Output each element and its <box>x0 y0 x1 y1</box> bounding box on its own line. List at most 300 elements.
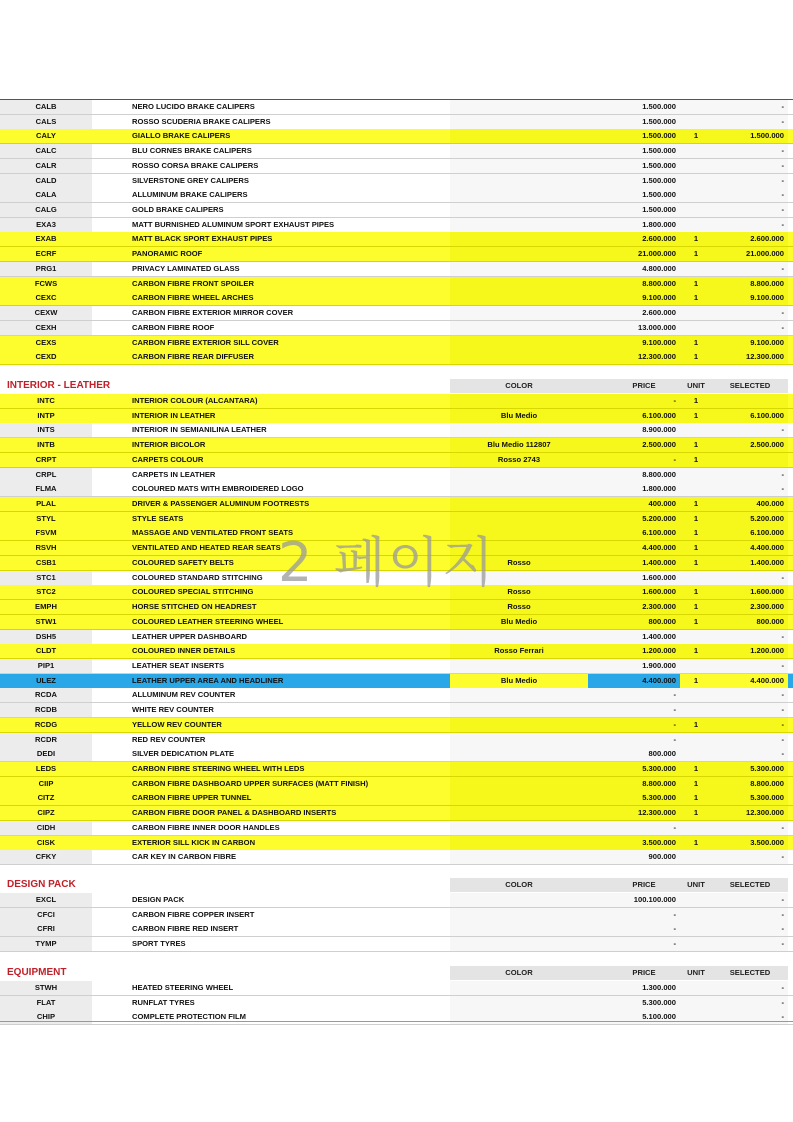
table-row <box>0 247 793 262</box>
section-header <box>0 878 793 892</box>
cell-desc: GOLD BRAKE CALIPERS <box>132 205 224 215</box>
cell-code: ULEZ <box>0 674 92 688</box>
cell-code: DSH5 <box>0 630 92 644</box>
cell-price: 1.300.000 <box>588 981 680 995</box>
table-row <box>0 791 793 806</box>
cell-desc: COLOURED INNER DETAILS <box>132 646 236 656</box>
cell-desc: CARBON FIBRE STEERING WHEEL WITH LEDS <box>132 764 305 773</box>
cell-unit: 1 <box>680 350 712 364</box>
cell-code: DEDI <box>0 747 92 761</box>
table-row <box>0 438 793 453</box>
cell-desc: COLOURED LEATHER STEERING WHEEL <box>132 616 284 626</box>
cell-unit: 1 <box>680 453 712 467</box>
cell-desc: COLOURED MATS WITH EMBROIDERED LOGO <box>132 484 304 494</box>
cell-code: INTP <box>0 409 92 423</box>
cell-price: - <box>588 453 680 467</box>
cell-code: TYMP <box>0 937 92 951</box>
table-row <box>0 703 793 718</box>
cell-price: 1.500.000 <box>588 100 680 114</box>
table-row <box>0 277 793 292</box>
cell-price: 1.500.000 <box>588 203 680 217</box>
table-row <box>0 262 793 277</box>
cell-desc: CARBON FIBRE WHEEL ARCHES <box>132 293 254 303</box>
cell-code: STC1 <box>0 571 92 585</box>
column-header-color: COLOR <box>450 878 588 892</box>
cell-price: - <box>588 937 680 951</box>
cell-price: 1.500.000 <box>588 174 680 188</box>
table-row <box>0 718 793 733</box>
cell-color <box>450 277 588 291</box>
cell-selected: 12.300.000 <box>712 806 788 820</box>
column-header-selected: SELECTED <box>712 878 788 892</box>
column-header-price: PRICE <box>588 379 700 393</box>
cell-desc: CARPETS IN LEATHER <box>132 469 216 479</box>
table-row <box>0 908 793 923</box>
cell-unit: 1 <box>680 438 712 452</box>
cell-selected: 12.300.000 <box>712 350 788 364</box>
cell-price: 100.100.000 <box>588 893 680 907</box>
cell-unit <box>680 688 712 702</box>
cell-selected: 5.200.000 <box>712 512 788 526</box>
table-row <box>0 836 793 851</box>
cell-color <box>450 996 588 1010</box>
cell-selected: 8.800.000 <box>712 277 788 291</box>
cell-selected: 5.300.000 <box>712 791 788 805</box>
cell-selected: 1.400.000 <box>712 556 788 570</box>
cell-selected: - <box>712 100 788 114</box>
cell-selected: 800.000 <box>712 615 788 629</box>
cell-unit <box>680 423 712 437</box>
table-row <box>0 188 793 203</box>
cell-code: CALY <box>0 129 92 143</box>
cell-price: 1.400.000 <box>588 556 680 570</box>
cell-price: 1.500.000 <box>588 159 680 173</box>
column-header-selected: SELECTED <box>712 966 788 980</box>
cell-color <box>450 468 588 482</box>
cell-code: INTS <box>0 423 92 437</box>
cell-selected: - <box>712 218 788 232</box>
cell-code: CALB <box>0 100 92 114</box>
cell-color <box>450 203 588 217</box>
cell-color <box>450 394 588 408</box>
cell-color <box>450 174 588 188</box>
cell-price: 400.000 <box>588 497 680 511</box>
cell-code: CLDT <box>0 644 92 658</box>
cell-price: 2.300.000 <box>588 600 680 614</box>
cell-color <box>450 922 588 936</box>
cell-unit <box>680 100 712 114</box>
table-row <box>0 350 793 365</box>
cell-price: 5.100.000 <box>588 1010 680 1024</box>
cell-desc: MASSAGE AND VENTILATED FRONT SEATS <box>132 528 294 538</box>
section-title: DESIGN PACK <box>7 879 76 890</box>
cell-desc: WHITE REV COUNTER <box>132 705 214 715</box>
cell-price: - <box>588 394 680 408</box>
cell-selected: - <box>712 482 788 496</box>
cell-unit <box>680 218 712 232</box>
table-row <box>0 453 793 468</box>
table-row <box>0 762 793 777</box>
cell-desc: DRIVER & PASSENGER ALUMINUM FOOTRESTS <box>132 499 310 509</box>
cell-selected: - <box>712 115 788 129</box>
section-title: INTERIOR - LEATHER <box>7 380 111 391</box>
table-row <box>0 468 793 483</box>
cell-selected: - <box>712 188 788 202</box>
cell-unit: 1 <box>680 644 712 658</box>
cell-color <box>450 688 588 702</box>
cell-code: STYL <box>0 512 92 526</box>
cell-code: CSB1 <box>0 556 92 570</box>
cell-desc: VENTILATED AND HEATED REAR SEATS <box>132 543 281 553</box>
cell-unit: 1 <box>680 556 712 570</box>
cell-unit <box>680 115 712 129</box>
cell-code: RCDB <box>0 703 92 717</box>
cell-price: 6.100.000 <box>588 409 680 423</box>
cell-desc: CARBON FIBRE DOOR PANEL & DASHBOARD INSERTS <box>132 808 337 818</box>
cell-code: CEXW <box>0 306 92 320</box>
cell-price: 13.000.000 <box>588 321 680 335</box>
cell-selected: 3.500.000 <box>712 836 788 850</box>
cell-selected: 9.100.000 <box>712 336 788 350</box>
cell-selected: 1.500.000 <box>712 129 788 143</box>
cell-desc: CARBON FIBRE EXTERIOR MIRROR COVER <box>132 308 294 318</box>
cell-unit <box>680 850 712 864</box>
cell-desc: STYLE SEATS <box>132 513 184 523</box>
cell-code: CALS <box>0 115 92 129</box>
cell-color <box>450 850 588 864</box>
cell-price: 8.800.000 <box>588 468 680 482</box>
cell-price: 5.200.000 <box>588 512 680 526</box>
cell-price: - <box>588 922 680 936</box>
table-row <box>0 409 793 424</box>
cell-unit <box>680 703 712 717</box>
cell-desc: RED REV COUNTER <box>132 734 206 744</box>
cell-color <box>450 262 588 276</box>
cell-code: STWH <box>0 981 92 995</box>
cell-unit <box>680 159 712 173</box>
cell-code: CFKY <box>0 850 92 864</box>
table-row <box>0 996 793 1011</box>
cell-desc: CARBON FIBRE EXTERIOR SILL COVER <box>132 337 279 347</box>
cell-unit <box>680 630 712 644</box>
table-row <box>0 321 793 336</box>
cell-unit: 1 <box>680 232 712 246</box>
cell-unit: 1 <box>680 541 712 555</box>
column-header-unit: UNIT <box>680 379 712 393</box>
cell-code: CALA <box>0 188 92 202</box>
table-row <box>0 291 793 306</box>
cell-desc: CARPETS COLOUR <box>132 454 204 464</box>
cell-unit: 1 <box>680 129 712 143</box>
cell-unit: 1 <box>680 291 712 305</box>
cell-price: 1.600.000 <box>588 585 680 599</box>
cell-color <box>450 981 588 995</box>
cell-code: CFRI <box>0 922 92 936</box>
cell-price: 12.300.000 <box>588 806 680 820</box>
cell-desc: LEATHER UPPER DASHBOARD <box>132 631 248 641</box>
cell-selected: - <box>712 144 788 158</box>
cell-unit: 1 <box>680 615 712 629</box>
cell-selected: - <box>712 306 788 320</box>
column-header-price: PRICE <box>588 966 700 980</box>
page-watermark: 2 페이지 <box>278 531 497 594</box>
cell-price: - <box>588 908 680 922</box>
cell-selected: - <box>712 981 788 995</box>
cell-code: CALR <box>0 159 92 173</box>
cell-selected: - <box>712 203 788 217</box>
cell-unit <box>680 981 712 995</box>
cell-price: 1.400.000 <box>588 630 680 644</box>
cell-desc: BLU CORNES BRAKE CALIPERS <box>132 146 252 156</box>
cell-unit <box>680 468 712 482</box>
cell-desc: HEATED STEERING WHEEL <box>132 983 234 992</box>
cell-selected <box>712 394 788 408</box>
cell-price: 800.000 <box>588 747 680 761</box>
cell-unit <box>680 174 712 188</box>
cell-price: 1.800.000 <box>588 482 680 496</box>
table-row <box>0 674 793 689</box>
cell-desc: SPORT TYRES <box>132 939 186 949</box>
cell-selected: 400.000 <box>712 497 788 511</box>
cell-selected: - <box>712 908 788 922</box>
cell-unit: 1 <box>680 247 712 261</box>
cell-color: Blu Medio <box>450 674 588 688</box>
cell-color: Rosso <box>450 585 588 599</box>
cell-selected: - <box>712 1010 788 1024</box>
cell-unit <box>680 747 712 761</box>
cell-unit <box>680 996 712 1010</box>
table-row <box>0 733 793 748</box>
cell-price: 8.900.000 <box>588 423 680 437</box>
cell-unit: 1 <box>680 806 712 820</box>
cell-desc: INTERIOR BICOLOR <box>132 440 206 450</box>
cell-unit <box>680 321 712 335</box>
cell-desc: PANORAMIC ROOF <box>132 249 203 259</box>
table-row <box>0 336 793 351</box>
cell-unit: 1 <box>680 526 712 540</box>
cell-color: Rosso <box>450 556 588 570</box>
cell-code: STC2 <box>0 585 92 599</box>
table-row <box>0 497 793 512</box>
cell-code: CHIP <box>0 1010 92 1024</box>
cell-unit: 1 <box>680 277 712 291</box>
cell-code: LEDS <box>0 762 92 776</box>
cell-code: PLAL <box>0 497 92 511</box>
cell-desc: CARBON FIBRE ROOF <box>132 322 215 332</box>
cell-unit <box>680 908 712 922</box>
cell-selected: 8.800.000 <box>712 777 788 791</box>
cell-color <box>450 659 588 673</box>
cell-price: 1.900.000 <box>588 659 680 673</box>
cell-unit: 1 <box>680 512 712 526</box>
cell-price: 2.600.000 <box>588 306 680 320</box>
column-header-selected: SELECTED <box>712 379 788 393</box>
bottom-rule <box>0 1021 793 1022</box>
cell-unit: 1 <box>680 600 712 614</box>
cell-color <box>450 497 588 511</box>
cell-unit: 1 <box>680 674 712 688</box>
table-row <box>0 482 793 497</box>
cell-unit: 1 <box>680 777 712 791</box>
cell-price: 1.500.000 <box>588 188 680 202</box>
cell-desc: RUNFLAT TYRES <box>132 997 195 1007</box>
table-row <box>0 600 793 615</box>
cell-color <box>450 821 588 835</box>
cell-selected: - <box>712 850 788 864</box>
cell-code: PIP1 <box>0 659 92 673</box>
cell-desc: CAR KEY IN CARBON FIBRE <box>132 852 237 862</box>
cell-desc: CARBON FIBRE RED INSERT <box>132 924 239 934</box>
cell-selected: 5.300.000 <box>712 762 788 776</box>
cell-desc: DESIGN PACK <box>132 895 185 904</box>
cell-selected: - <box>712 703 788 717</box>
cell-unit: 1 <box>680 336 712 350</box>
cell-price: - <box>588 688 680 702</box>
table-row <box>0 115 793 130</box>
cell-color <box>450 291 588 305</box>
cell-code: RCDA <box>0 688 92 702</box>
cell-price: 1.200.000 <box>588 644 680 658</box>
cell-unit: 1 <box>680 585 712 599</box>
cell-selected: 1.600.000 <box>712 585 788 599</box>
table-row <box>0 144 793 159</box>
cell-code: INTC <box>0 394 92 408</box>
cell-price: 8.800.000 <box>588 277 680 291</box>
cell-unit <box>680 262 712 276</box>
cell-desc: CARBON FIBRE DASHBOARD UPPER SURFACES (MATT FINISH) <box>132 778 369 788</box>
cell-desc: CARBON FIBRE COPPER INSERT <box>132 909 255 919</box>
cell-price: 5.300.000 <box>588 791 680 805</box>
cell-price: 4.400.000 <box>588 541 680 555</box>
cell-price: 1.500.000 <box>588 144 680 158</box>
table-row <box>0 688 793 703</box>
cell-price: 1.500.000 <box>588 115 680 129</box>
cell-selected: 2.300.000 <box>712 600 788 614</box>
cell-unit <box>680 144 712 158</box>
cell-desc: SILVERSTONE GREY CALIPERS <box>132 175 249 185</box>
cell-color <box>450 908 588 922</box>
cell-price: 2.500.000 <box>588 438 680 452</box>
cell-code: CFCI <box>0 908 92 922</box>
cell-selected: - <box>712 630 788 644</box>
cell-unit <box>680 659 712 673</box>
column-header-color: COLOR <box>450 379 588 393</box>
cell-price: 12.300.000 <box>588 350 680 364</box>
cell-selected: - <box>712 159 788 173</box>
column-header-price: PRICE <box>588 878 700 892</box>
table-row <box>0 615 793 630</box>
cell-selected: 6.100.000 <box>712 526 788 540</box>
cell-code: EXCL <box>0 893 92 907</box>
cell-unit <box>680 893 712 907</box>
cell-desc: INTERIOR IN LEATHER <box>132 410 216 420</box>
cell-unit: 1 <box>680 836 712 850</box>
cell-color <box>450 115 588 129</box>
cell-code: CEXC <box>0 291 92 305</box>
cell-selected: - <box>712 321 788 335</box>
cell-desc: YELLOW REV COUNTER <box>132 719 222 729</box>
table-row <box>0 423 793 438</box>
cell-price: 8.800.000 <box>588 777 680 791</box>
cell-price: 5.300.000 <box>588 996 680 1010</box>
cell-desc: INTERIOR IN SEMIANILINA LEATHER <box>132 425 267 435</box>
cell-color <box>450 747 588 761</box>
cell-desc: CARBON FIBRE INNER DOOR HANDLES <box>132 822 280 832</box>
cell-price: 900.000 <box>588 850 680 864</box>
cell-desc: EXTERIOR SILL KICK IN CARBON <box>132 837 256 847</box>
cell-color <box>450 144 588 158</box>
cell-desc: ALLUMINUM REV COUNTER <box>132 690 236 700</box>
cell-color <box>450 232 588 246</box>
cell-color <box>450 482 588 496</box>
table-row <box>0 159 793 174</box>
cell-unit <box>680 821 712 835</box>
cell-code: FCWS <box>0 277 92 291</box>
cell-desc: COMPLETE PROTECTION FILM <box>132 1012 246 1022</box>
cell-selected: 2.500.000 <box>712 438 788 452</box>
cell-unit: 1 <box>680 762 712 776</box>
cell-color: Rosso 2743 <box>450 453 588 467</box>
cell-unit <box>680 188 712 202</box>
cell-code: CEXH <box>0 321 92 335</box>
cell-unit <box>680 1010 712 1024</box>
cell-selected: - <box>712 174 788 188</box>
cell-selected: - <box>712 733 788 747</box>
table-row <box>0 630 793 645</box>
cell-color: Blu Medio 112807 <box>450 438 588 452</box>
cell-desc: ALLUMINUM BRAKE CALIPERS <box>132 190 248 200</box>
cell-price: 4.800.000 <box>588 262 680 276</box>
cell-unit <box>680 306 712 320</box>
table-row <box>0 394 793 409</box>
table-row <box>0 306 793 321</box>
cell-selected: - <box>712 718 788 732</box>
cell-color <box>450 247 588 261</box>
cell-desc: CARBON FIBRE UPPER TUNNEL <box>132 793 252 803</box>
table-row <box>0 893 793 908</box>
cell-color <box>450 188 588 202</box>
cell-selected: - <box>712 937 788 951</box>
cell-selected: - <box>712 468 788 482</box>
cell-code: CEXS <box>0 336 92 350</box>
cell-desc: INTERIOR COLOUR (ALCANTARA) <box>132 396 258 405</box>
cell-selected: - <box>712 262 788 276</box>
cell-desc: ROSSO SCUDERIA BRAKE CALIPERS <box>132 116 271 126</box>
cell-desc: ROSSO CORSA BRAKE CALIPERS <box>132 160 259 170</box>
cell-desc: LEATHER SEAT INSERTS <box>132 660 225 670</box>
cell-color <box>450 159 588 173</box>
cell-desc: MATT BLACK SPORT EXHAUST PIPES <box>132 234 273 244</box>
cell-selected: - <box>712 996 788 1010</box>
cell-color <box>450 321 588 335</box>
cell-color <box>450 703 588 717</box>
cell-selected <box>712 453 788 467</box>
column-header-unit: UNIT <box>680 966 712 980</box>
table-row <box>0 100 793 115</box>
cell-price: 6.100.000 <box>588 526 680 540</box>
cell-desc: HORSE STITCHED ON HEADREST <box>132 602 257 612</box>
cell-color <box>450 806 588 820</box>
cell-selected: - <box>712 893 788 907</box>
table-row <box>0 806 793 821</box>
cell-color <box>450 937 588 951</box>
cell-selected: - <box>712 688 788 702</box>
cell-code: CIPZ <box>0 806 92 820</box>
cell-desc: COLOURED SAFETY BELTS <box>132 557 234 567</box>
cell-selected: 6.100.000 <box>712 409 788 423</box>
cell-code: CEXD <box>0 350 92 364</box>
cell-selected: - <box>712 423 788 437</box>
